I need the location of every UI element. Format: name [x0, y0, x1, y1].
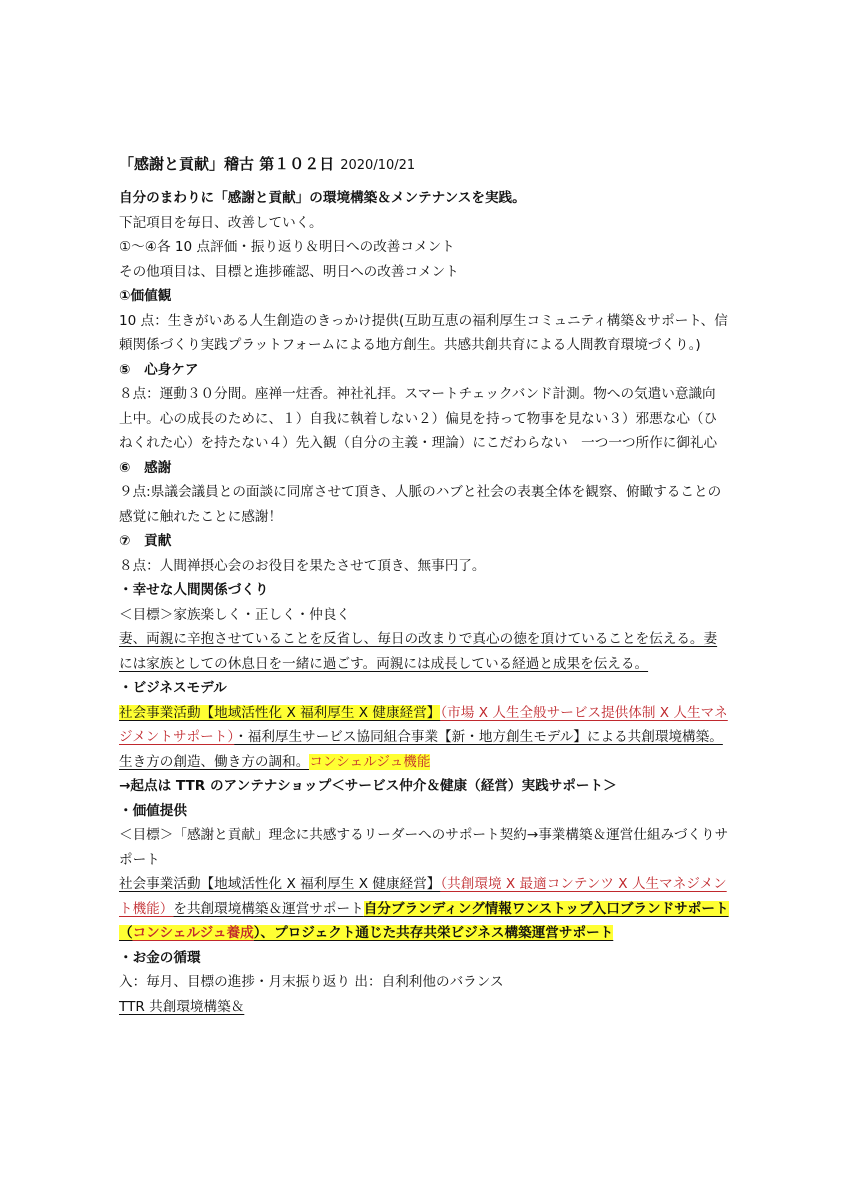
- value-offer-red-text: （共創環境 X 最適コンテンツ X 人生マネジメント機能）: [119, 876, 727, 917]
- section-heading-values: ①価値観: [119, 288, 172, 304]
- value-offer-goal: ＜目標＞「感謝と貢献」理念に共感するリーダーへのサポート契約→事業構築＆運営仕組みづくりサポート: [119, 827, 729, 868]
- section-heading-contribution: ⑦ 貢献: [119, 533, 172, 549]
- relations-goal: ＜目標＞家族楽しく・正しく・仲良く: [119, 606, 351, 623]
- value-offer-text: を共創環境構築＆運営サポート: [173, 900, 364, 917]
- intro-statement: 自分のまわりに「感謝と貢献」の環境構築＆メンテナンスを実践。: [119, 190, 526, 206]
- title-date: 2020/10/21: [340, 158, 416, 173]
- value-offer-highlight: ）、プロジェクト通じた共存共栄ビジネス構築運営サポート: [253, 925, 614, 941]
- money-line: TTR 共創環境構築＆: [119, 998, 245, 1015]
- value-offer-highlight-red: コンシェルジュ養成: [132, 925, 254, 941]
- intro-line: ①～④各 10 点評価・振り返り＆明日への改善コメント: [119, 239, 455, 255]
- section-body-contribution: ８点：人間禅摂心会のお役目を果たさせて頂き、無事円了。: [119, 557, 486, 574]
- business-red-text: （市場 X 人生全般サービス提供体制 X 人生マネジメントサポート）: [119, 704, 728, 745]
- section-heading-care: ⑤ 心身ケア: [119, 361, 199, 378]
- intro-line: 下記項目を毎日、改善していく。: [119, 214, 323, 231]
- business-body: [119, 701, 729, 775]
- business-highlight: 社会事業活動【地域活性化 X 福利厚生 X 健康経営】: [119, 704, 441, 721]
- relations-body: 妻、両親に辛抱させていることを反省し、毎日の改まりで真心の徳を頂けていることを伝える。妻には家族としての休息日を一緒に過ごす。両親には成長している経過と成果を伝える。: [119, 631, 718, 672]
- section-body-values: 10 点：生きがいある人生創造のきっかけ提供(互助互恵の福利厚生コミュニティ構築＆サポート、信頼関係づくり実践プラットフォームによる地方創生。共感共創共育による人間教育環境づくり。): [119, 312, 728, 353]
- section-heading-business: ・ビジネスモデル: [119, 680, 227, 696]
- value-offer-body: [119, 872, 729, 946]
- money-line: 入：毎月、目標の進捗・月末振り返り 出：自利利他のバランス: [119, 974, 504, 990]
- value-offer-highlight: 自分ブランディング情報ワンストップ入口ブランドサポート（: [119, 900, 729, 941]
- intro-line: その他項目は、目標と進捗確認、明日への改善コメント: [119, 263, 459, 280]
- section-heading-value-offer: ・価値提供: [119, 802, 187, 819]
- title-text: 「感謝と貢献」稽古 第１０２日: [119, 155, 335, 173]
- section-heading-relations: ・幸せな人間関係づくり: [119, 582, 269, 598]
- section-body-gratitude: ９点:県議会議員との面談に同席させて頂き、人脈のハブと社会の表裏全体を観察、俯瞰することの感覚に触れたことに感謝！: [119, 484, 722, 525]
- document-body: [119, 152, 729, 1019]
- value-offer-text: 社会事業活動【地域活性化 X 福利厚生 X 健康経営】: [119, 876, 441, 892]
- section-body-care: ８点：運動３０分間。座禅一炷香。神社礼拝。スマートチェックバンド計測。物への気遣い意識向上中。心の成長のために、１）自我に執着しない２）偏見を持って物事を見ない３）邪悪な心（ひねくれた心）を持たない４）先入観（自分の主義・理論）にこだわらない 一つ一つ所作に御礼心: [119, 386, 718, 451]
- business-origin: →起点は TTR のアンテナショップ＜サービス仲介＆健康（経営）実践サポート＞: [119, 778, 617, 794]
- business-text: ・福利厚生サービス協同組合事業【新・地方創生モデル】による共創環境構築。生き方の創造、働き方の調和。: [119, 729, 723, 770]
- page-title: [119, 152, 729, 178]
- business-concierge: コンシェルジュ機能: [309, 753, 431, 770]
- section-heading-money: ・お金の循環: [119, 949, 201, 966]
- section-heading-gratitude: ⑥ 感謝: [119, 459, 172, 476]
